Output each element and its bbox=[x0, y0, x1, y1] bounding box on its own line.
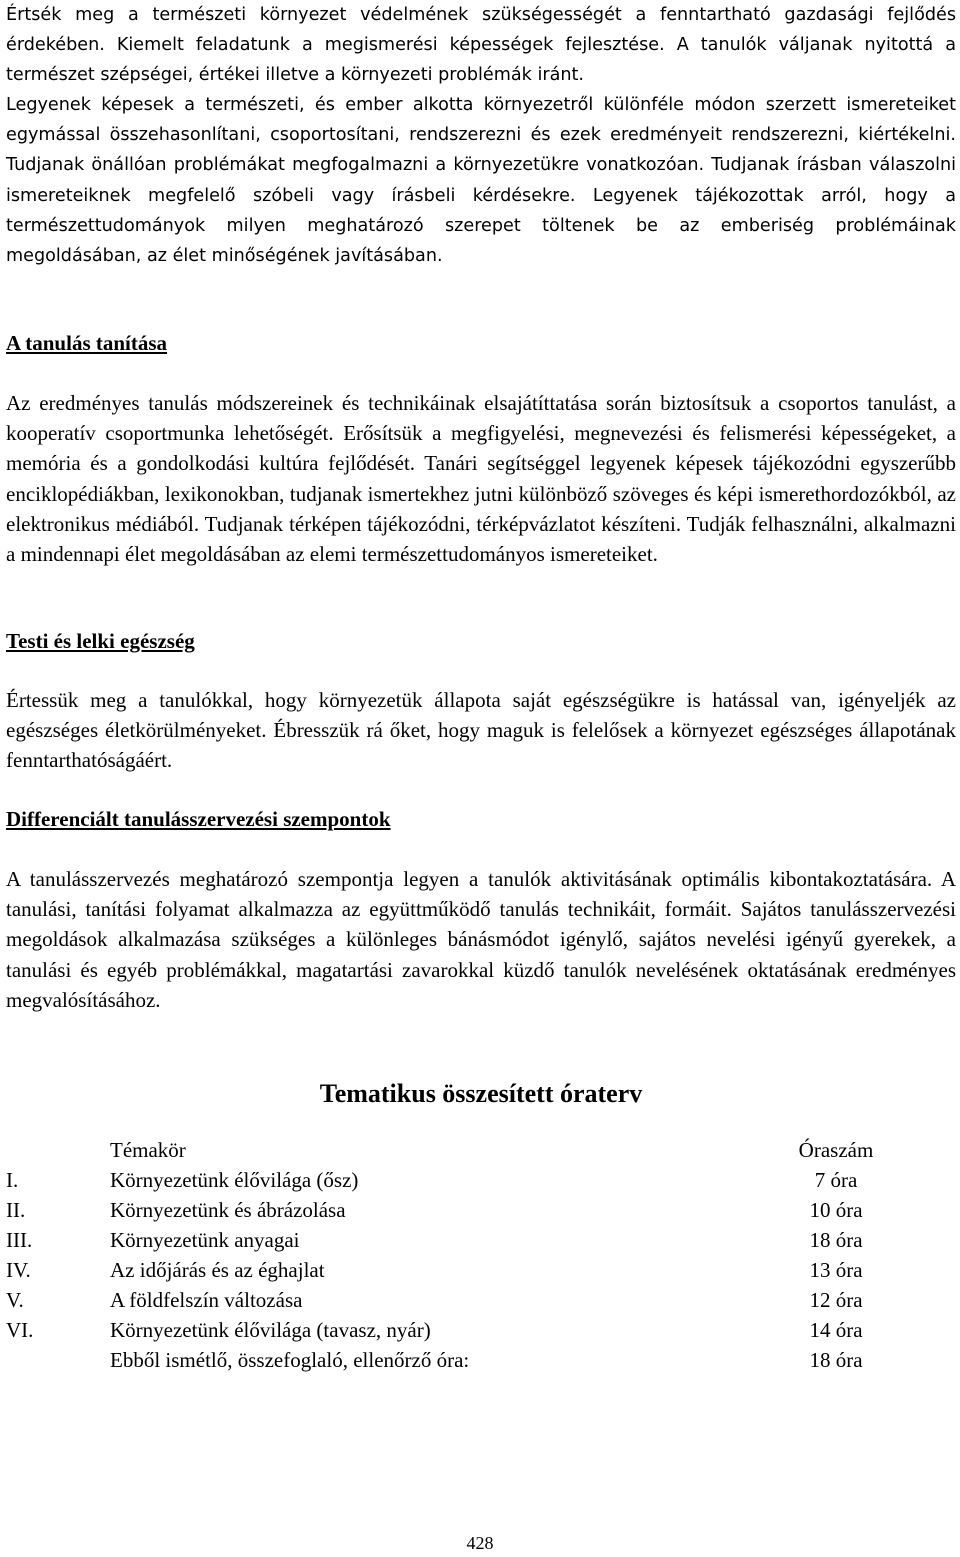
plan-row-hours: 18 óra bbox=[809, 1228, 863, 1252]
heading-health: Testi és lelki egészség bbox=[6, 629, 195, 653]
plan-row-topic: Környezetünk élővilága (tavasz, nyár) bbox=[110, 1318, 431, 1342]
plan-row-number: III. bbox=[6, 1228, 33, 1252]
plan-row-hours: 12 óra bbox=[809, 1288, 863, 1312]
plan-title: Tematikus összesített óraterv bbox=[319, 1079, 643, 1108]
plan-row-number: VI. bbox=[6, 1318, 34, 1342]
heading-differentiated: Differenciált tanulásszervezési szempontok bbox=[6, 807, 391, 831]
plan-header-row bbox=[6, 1135, 956, 1165]
plan-header-hours: Óraszám bbox=[798, 1138, 874, 1162]
plan-row-number: I. bbox=[6, 1168, 19, 1192]
paragraph-differentiated: A tanulásszervezés meghatározó szempontja legyen a tanulók aktivitásának optimális kibontakoztatására. A tanulási, tanítási folyamat alkalmazza az együttműködő tanulás technikáit, formáit. Sajátos tanulásszervezési megoldások alkalmazása szükséges a különleges bánásmódot igénylő, sajátos nevelési igényű gyerekek, a tanulási és egyéb problémákkal, magatartási zavarokkal küzdő tanulók nevelésének oktatásának eredményes megvalósításához. bbox=[6, 867, 956, 1012]
page-number: 428 bbox=[466, 1533, 494, 1553]
intro-paragraph-2: Legyenek képesek a természeti, és ember alkotta környezetről különféle módon szerzett ismereteiket egymással összehasonlítani, csoportosítani, rendszerezni és ezek eredményeit rendszerezni, kiértékelni. Tudjanak önállóan problémákat megfogalmazni a környezetükre vonatkozóan. Tudjanak írásban válaszolni ismereteiknek megfelelő szóbeli vagy írásbeli kérdésekre. Legyenek tájékozottak arról, hogy a természettudományok milyen meghatározó szerepet töltenek be az emberiség problémáinak megoldásában, az élet minőségének javításában. bbox=[6, 95, 956, 267]
plan-row-number: V. bbox=[6, 1288, 24, 1312]
plan-row-number: II. bbox=[6, 1198, 26, 1222]
plan-row-topic: A földfelszín változása bbox=[110, 1288, 303, 1312]
plan-row bbox=[6, 1255, 956, 1285]
plan-row-hours: 10 óra bbox=[809, 1198, 863, 1222]
paragraph-health: Értessük meg a tanulókkal, hogy környezetük állapota saját egészségükre is hatással van, igényeljék az egészséges életkörülményeket. Ébresszük rá őket, hogy maguk is felelősek a környezet egészséges állapotának fenntarthatóságáért. bbox=[6, 688, 956, 773]
plan-summary-row bbox=[6, 1345, 956, 1375]
plan-row-topic: Az időjárás és az éghajlat bbox=[110, 1258, 325, 1282]
paragraph-learning: Az eredményes tanulás módszereinek és technikáinak elsajátíttatása során biztosítsuk a csoportos tanulást, a kooperatív csoportmunka lehetőségét. Erősítsük a megfigyelési, megnevezési és felismerési képességeket, a memória és a gondolkodási kultúra fejlődését. Tanári segítséggel legyenek képesek tájékozódni egyszerűbb enciklopédiákban, lexikonokban, tudjanak ismertekhez jutni különböző szöveges és képi ismerethordozókból, az elektronikus médiából. Tudjanak térképen tájékozódni, térképvázlatot készíteni. Tudják felhasználni, alkalmazni a mindennapi élet megoldásában az elemi természettudományos ismereteiket. bbox=[6, 391, 956, 567]
plan-row-number: IV. bbox=[6, 1258, 31, 1282]
plan-summary-hours: 18 óra bbox=[809, 1348, 863, 1372]
plan-row-hours: 7 óra bbox=[814, 1168, 858, 1192]
plan-row bbox=[6, 1165, 956, 1195]
plan-row bbox=[6, 1195, 956, 1225]
plan-table bbox=[6, 1135, 956, 1375]
plan-row-topic: Környezetünk és ábrázolása bbox=[110, 1198, 346, 1222]
plan-summary-topic: Ebből ismétlő, összefoglaló, ellenőrző óra: bbox=[110, 1348, 470, 1372]
heading-learning: A tanulás tanítása bbox=[6, 331, 168, 355]
plan-row bbox=[6, 1315, 956, 1345]
plan-header-topic: Témakör bbox=[110, 1138, 186, 1162]
plan-row bbox=[6, 1285, 956, 1315]
plan-row-hours: 14 óra bbox=[809, 1318, 863, 1342]
plan-row-topic: Környezetünk élővilága (ősz) bbox=[110, 1168, 359, 1192]
plan-row-hours: 13 óra bbox=[809, 1258, 863, 1282]
plan-row-topic: Környezetünk anyagai bbox=[110, 1228, 300, 1252]
intro-paragraph-1: Értsék meg a természeti környezet védelmének szükségességét a fenntartható gazdasági fejlődés érdekében. Kiemelt feladatunk a megismerési képességek fejlesztése. A tanulók váljanak nyitottá a természet szépségei, értékei illetve a környezeti problémák iránt. bbox=[6, 5, 956, 86]
plan-row bbox=[6, 1225, 956, 1255]
